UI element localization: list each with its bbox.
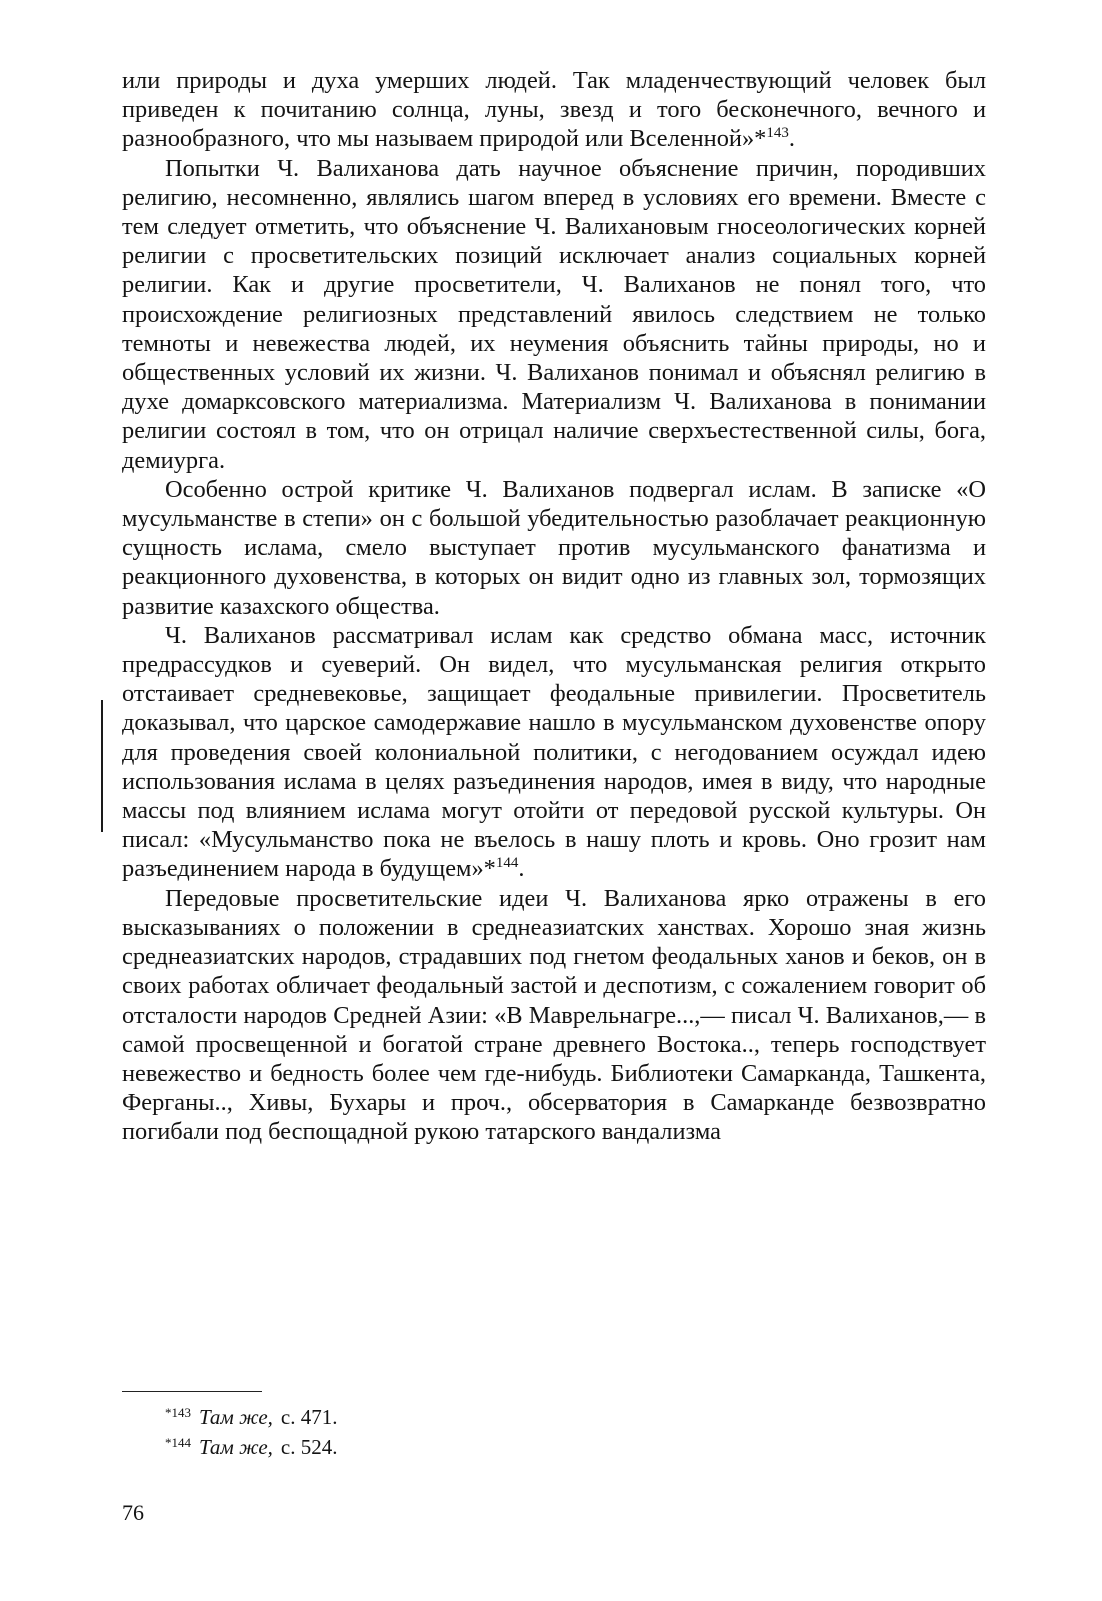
footnote-ref-144[interactable]: 144 [495, 855, 519, 872]
paragraph-1: или природы и духа умерших людей. Так младенчествующий человек был приведен к почитанию солнца, луны, звезд и того бесконечного, вечного и разнообразного, что мы называем природой или Вселенной»*$^{143}$. [122, 67, 986, 153]
page-number: 76 [122, 1500, 144, 1525]
body-text [122, 66, 986, 1147]
footnotes [165, 1400, 865, 1460]
footnote-page: с. 524. [280, 1435, 338, 1459]
paragraph-2: Попытки Ч. Валиханова дать научное объяснение причин, породивших религию, несомненно, являлись шагом вперед в условиях его времени. Вместе с тем следует отметить, что объяснение Ч. Валихановым гносеологических корней религии с просветительских позиций исключает анализ социальных корней религии. Как и другие просветители, Ч. Валиханов не понял того, что происхождение религиозных представлений явилось следствием не только темноты и невежества людей, их неумения объяснить тайны природы, но и общественных условий их жизни. Ч. Валиханов понимал и объяснял религию в духе домарксовского материализма. Материализм Ч. Валиханова в понимании религии состоял в том, что он отрицал наличие сверхъестественной силы, бога, демиурга. [122, 154, 986, 474]
footnote-143 [165, 1400, 865, 1430]
footnote-divider [122, 1391, 262, 1392]
paragraph-5: Передовые просветительские идеи Ч. Валиханова ярко отражены в его высказываниях о положении в среднеазиатских ханствах. Хорошо зная жизнь среднеазиатских народов, страдавших под гнетом феодальных ханов и беков, он в своих работах обличает феодальный застой и деспотизм, с сожалением говорит об отсталости народов Средней Азии: «В Маврельнагре...,— писал Ч. Валиханов,— в самой просвещенной и богатой стране древнего Востока.., теперь господствует невежество и бедность более чем где-нибудь. Библиотеки Самарканда, Ташкента, Ферганы.., Хивы, Бухары и проч., обсерватория в Самарканде безвозвратно погибали под беспощадной рукою татарского вандализма [122, 884, 986, 1146]
footnote-mark: *143 [165, 1405, 191, 1420]
footnote-mark: *144 [165, 1435, 191, 1450]
footnote-source: Там же, [199, 1405, 273, 1429]
paragraph-4: Ч. Валиханов рассматривал ислам как средство обмана масс, источник предрассудков и суеверий. Он видел, что мусульманская религия открыто отстаивает средневековье, защищает феодальные привилегии. Просветитель доказывал, что царское самодержавие нашло в мусульманском духовенстве опору для проведения своей колониальной политики, с негодованием осуждал идею использования ислама в целях разъединения народов, имея в виду, что народные массы под влиянием ислама могут отойти от передовой русской культуры. Он писал: «Мусульманство пока не въелось в нашу плоть и кровь. Оно грозит нам разъединением народа в будущем»*$^{144}$. [122, 621, 986, 883]
footnote-144 [165, 1430, 865, 1460]
footnote-ref-143[interactable]: 143 [766, 125, 789, 142]
margin-mark-line [101, 700, 103, 832]
paragraph-3: Особенно острой критике Ч. Валиханов подвергал ислам. В записке «О мусульманстве в степи» он с большой убедительностью разоблачает реакционную сущность ислама, смело выступает против мусульманского фанатизма и реакционного духовенства, в которых он видит одно из главных зол, тормозящих развитие казахского общества. [122, 475, 986, 620]
footnote-source: Там же, [199, 1435, 273, 1459]
footnote-page: с. 471. [280, 1405, 338, 1429]
